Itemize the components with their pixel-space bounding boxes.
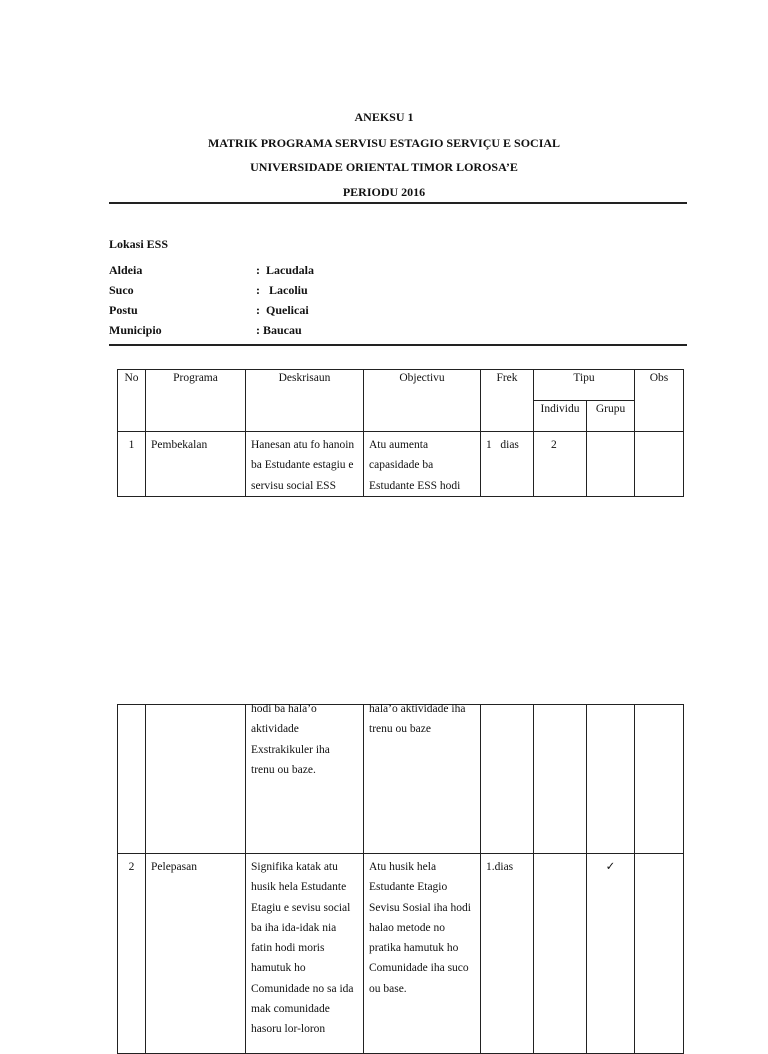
row2-programa: Pelepasan <box>146 854 246 1054</box>
municipio-label: Municipio <box>109 323 162 337</box>
table-row <box>118 432 684 497</box>
row2-deskrisaun-line: Comunidade no sa ida <box>251 982 354 995</box>
header-tipu: Tipu <box>534 370 635 401</box>
header-obs: Obs <box>635 370 684 432</box>
table-row <box>118 705 684 854</box>
row2-deskrisaun-line: hasoru lor-loron <box>251 1023 326 1036</box>
row1-deskrisaun <box>246 432 364 497</box>
cont-obs <box>635 705 684 854</box>
cont-deskrisaun-line: aktividade <box>251 723 299 736</box>
cont-deskrisaun-line: Exstrakikuler iha <box>251 743 330 756</box>
cont-deskrisaun <box>246 705 364 854</box>
cont-no <box>118 705 146 854</box>
row1-obs <box>635 432 684 497</box>
row2-objectivu-line: Estudante Etagio <box>369 881 448 894</box>
location-heading: Lokasi ESS <box>109 237 169 251</box>
row1-objectivu-line: Estudante ESS hodi <box>369 479 461 492</box>
cont-objectivu-line: hala’o aktividade iha <box>369 703 466 715</box>
row1-objectivu <box>364 432 481 497</box>
cont-objectivu-line: trenu ou baze <box>369 723 431 736</box>
row1-deskrisaun-line: servisu social ESS <box>251 479 336 492</box>
header-programa: Programa <box>146 370 246 432</box>
row1-individu: 2 <box>534 432 587 497</box>
row2-deskrisaun-line: mak comunidade <box>251 1003 330 1016</box>
row2-objectivu-line: ou base. <box>369 982 407 995</box>
aldeia-label: Aldeia <box>109 263 143 277</box>
program-matrix-table-continued <box>117 704 684 1054</box>
postu-label: Postu <box>109 303 138 317</box>
row2-objectivu-line: pratika hamutuk ho <box>369 942 459 955</box>
row1-no: 1 <box>118 432 146 497</box>
program-matrix-table <box>117 369 684 497</box>
header-frek: Frek <box>481 370 534 432</box>
municipio-value: : Baucau <box>256 323 302 337</box>
row1-deskrisaun-line: Hanesan atu fo hanoin <box>251 439 355 451</box>
cont-grupu <box>587 705 635 854</box>
row2-deskrisaun-line: Signifika katak atu <box>251 861 338 873</box>
row2-deskrisaun-line: husik hela Estudante <box>251 881 347 894</box>
row2-grupu-checkmark-icon: ✓ <box>587 854 635 1054</box>
row2-frek: 1.dias <box>481 854 534 1054</box>
cont-individu <box>534 705 587 854</box>
suco-label: Suco <box>109 283 134 297</box>
header-divider <box>109 202 687 204</box>
row1-objectivu-line: Atu aumenta <box>369 439 429 451</box>
row2-deskrisaun-line: hamutuk ho <box>251 962 306 975</box>
row2-objectivu-line: Sevisu Sosial iha hodi <box>369 901 471 914</box>
row2-objectivu-line: Atu husik hela <box>369 861 437 873</box>
period-title: PERIODU 2016 <box>342 185 426 199</box>
cont-deskrisaun-line: trenu ou baze. <box>251 763 316 776</box>
row2-deskrisaun-line: fatin hodi moris <box>251 942 325 955</box>
header-no: No <box>118 370 146 432</box>
row1-deskrisaun-line: ba Estudante estagiu e <box>251 459 354 472</box>
row1-objectivu-line: capasidade ba <box>369 459 434 472</box>
aldeia-value: : Lacudala <box>256 263 315 277</box>
row1-grupu <box>587 432 635 497</box>
annex-title: ANEKSU 1 <box>354 110 414 124</box>
suco-value: : Lacoliu <box>256 283 308 297</box>
cont-frek <box>481 705 534 854</box>
row2-deskrisaun-line: ba iha ida-idak nia <box>251 921 337 934</box>
row2-no: 2 <box>118 854 146 1054</box>
cont-objectivu <box>364 705 481 854</box>
header-grupu: Grupu <box>587 401 635 432</box>
header-deskrisaun: Deskrisaun <box>246 370 364 432</box>
row1-frek: 1 dias <box>481 432 534 497</box>
row2-objectivu-line: halao metode no <box>369 921 446 934</box>
row2-objectivu-line: Comunidade iha suco <box>369 962 469 975</box>
row1-programa: Pembekalan <box>146 432 246 497</box>
cont-programa <box>146 705 246 854</box>
table-header-row <box>118 370 684 401</box>
matrix-title: MATRIK PROGRAMA SERVISU ESTAGIO SERVIÇU E SOCIAL <box>207 136 561 150</box>
header-objectivu: Objectivu <box>364 370 481 432</box>
postu-value: : Quelicai <box>256 303 309 317</box>
header-individu: Individu <box>534 401 587 432</box>
university-title: UNIVERSIDADE ORIENTAL TIMOR LOROSA’E <box>250 160 518 174</box>
cont-deskrisaun-line: hodi ba hala’o <box>251 703 317 715</box>
row2-deskrisaun-line: Etagiu e sevisu social <box>251 901 351 914</box>
location-divider <box>109 344 687 346</box>
